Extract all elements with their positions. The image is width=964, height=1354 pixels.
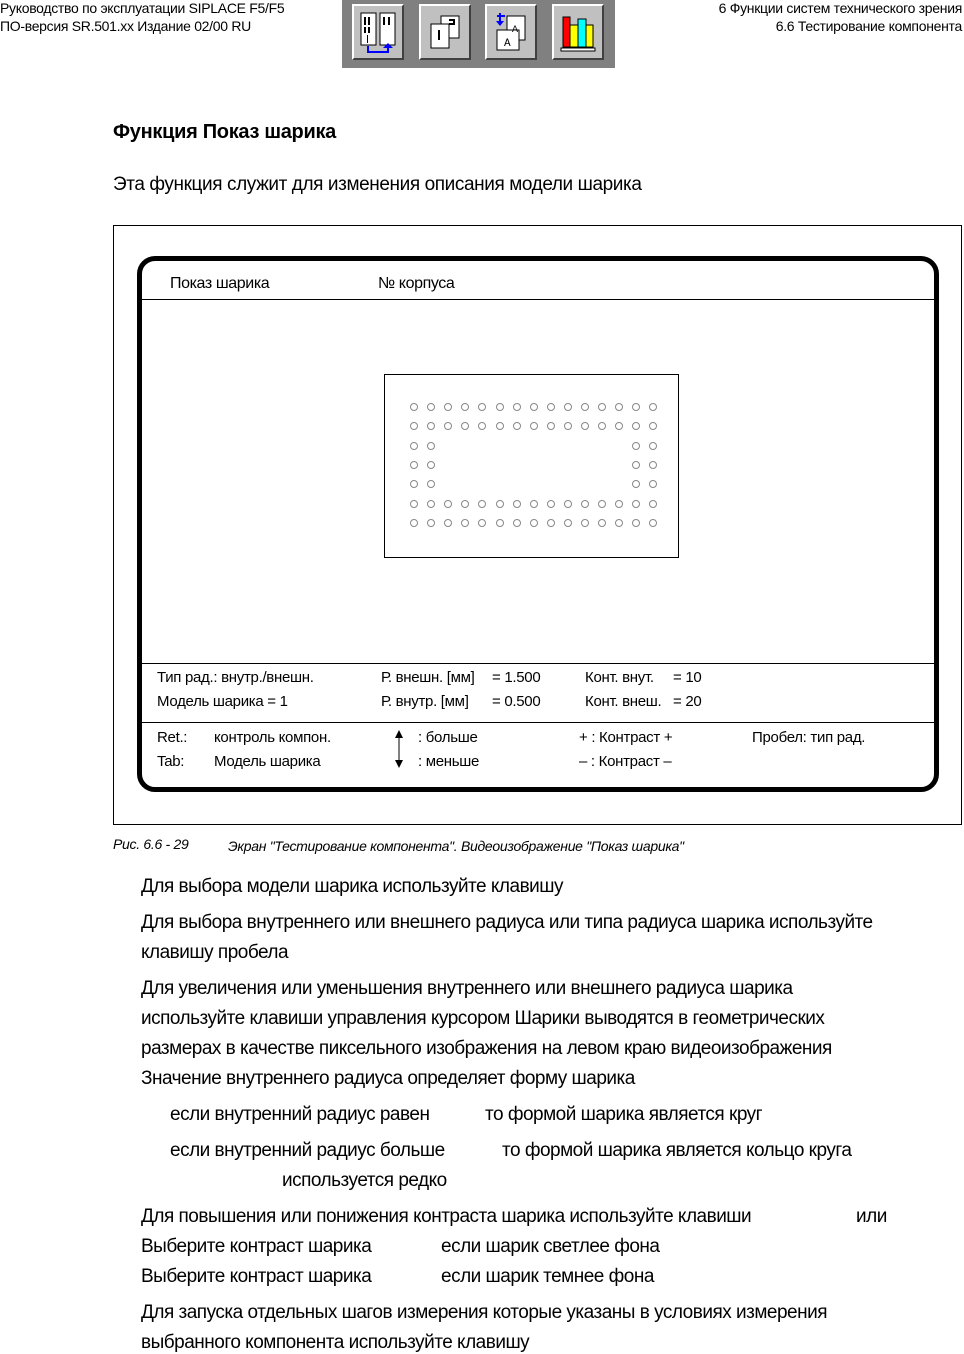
ret-key: Ret.: [157,729,188,746]
bullet-circle-condition: если внутренний радиус равен [170,1104,430,1125]
ball [598,519,606,527]
ball [632,519,640,527]
ball [632,403,640,411]
paragraph-radius-change-2: используйте клавиши управления курсором Шарики выводятся в геометрических [141,1008,825,1029]
paragraph-radius-select-2: клавишу пробела [141,942,289,963]
ball [581,519,589,527]
outer-contrast-label: Конт. внеш. [585,693,662,710]
library-button[interactable] [552,4,604,60]
screen-title: Показ шарика [170,275,270,292]
ball [410,480,418,488]
contrast-dark-select: Выберите контраст шарика [141,1266,372,1287]
ball [478,403,486,411]
pages-button[interactable] [419,4,471,60]
paragraph-radius-change-4: Значение внутреннего радиуса определяет форму шарика [141,1068,635,1089]
contents-button[interactable] [352,4,404,60]
ball [649,500,657,508]
ball [496,422,504,430]
ball [581,500,589,508]
ret-action[interactable]: контроль компон. [214,729,331,746]
inner-contrast-value: = 10 [673,669,702,686]
ball [410,500,418,508]
tab-action[interactable]: Модель шарика [214,753,321,770]
ball [547,422,555,430]
function-title: Функция Показ шарика [113,121,337,143]
bullet-circle-result: то формой шарика является круг [485,1104,763,1125]
ball [410,519,418,527]
ball [513,519,521,527]
paragraph-ball-model: Для выбора модели шарика используйте клавишу [141,876,564,897]
ball [513,422,521,430]
ball [615,422,623,430]
navigation-toolbar [342,0,615,68]
up-action[interactable]: : больше [418,729,478,746]
package-number-label: № корпуса [378,275,455,292]
library-books-icon [558,10,600,56]
ball [632,442,640,450]
pages-icon [425,10,467,56]
tab-key: Tab: [157,753,185,770]
ball [427,480,435,488]
down-action[interactable]: : меньше [418,753,480,770]
ball [632,422,640,430]
outer-radius-label: Р. внешн. [мм] [381,669,475,686]
ball [427,403,435,411]
ball [547,403,555,411]
paragraph-radius-select-1: Для выбора внутреннего или внешнего радиуса или типа радиуса шарика используйте [141,912,873,933]
ball [649,461,657,469]
ball [649,480,657,488]
ball [444,422,452,430]
inner-contrast-label: Конт. внут. [585,669,654,686]
ball [478,500,486,508]
ball-model: Модель шарика = 1 [157,693,288,710]
ball [461,403,469,411]
ball [461,500,469,508]
up-down-arrow-icon [394,729,404,769]
ball [496,403,504,411]
keys-divider [142,722,934,723]
ball [615,519,623,527]
figure-caption: Экран "Тестирование компонента". Видеоизображение "Показ шарика" [228,838,684,854]
chapter-title: 6 Функции систем технического зрения [718,0,962,16]
ball [598,500,606,508]
ball [564,403,572,411]
contrast-dark-condition: если шарик темнее фона [441,1266,654,1287]
contrast-minus-action[interactable]: – : Контраст – [579,753,672,770]
section-title: 6.6 Тестирование компонента [775,18,962,34]
ball [564,519,572,527]
ball [632,500,640,508]
outer-contrast-value: = 20 [673,693,702,710]
ball [496,500,504,508]
ball [410,442,418,450]
ball [649,442,657,450]
ball [410,403,418,411]
ball [478,422,486,430]
paragraph-contrast-or: или [856,1206,887,1227]
figure-number: Рис. 6.6 - 29 [113,836,189,852]
ball [530,519,538,527]
software-version: ПО-версия SR.501.xx Издание 02/00 RU [0,18,251,34]
ball [427,500,435,508]
ball [478,519,486,527]
ball [496,519,504,527]
ball [632,461,640,469]
header-divider [142,299,934,300]
ball [649,422,657,430]
ball [461,519,469,527]
paragraph-measurement-2: выбранного компонента используйте клавишу [141,1332,530,1353]
contents-navigation-icon [358,10,400,56]
bullet-ring-condition: если внутренний радиус больше [170,1140,445,1161]
ball [461,422,469,430]
ball [410,461,418,469]
ball [444,403,452,411]
paragraph-radius-change-1: Для увеличения или уменьшения внутреннего или внешнего радиуса шарика [141,978,793,999]
ball [530,500,538,508]
function-intro: Эта функция служит для изменения описания модели шарика [113,174,642,195]
ball [410,422,418,430]
document-back-icon [491,10,533,56]
contrast-light-condition: если шарик светлее фона [441,1236,660,1257]
svg-text:A: A [504,38,511,50]
ball [581,422,589,430]
ball [547,500,555,508]
inner-radius-value: = 0.500 [492,693,541,710]
ball [649,519,657,527]
bullet-ring-result: то формой шарика является кольцо круга [502,1140,852,1161]
ball [427,442,435,450]
radius-type: Тип рад.: внутр./внешн. [157,669,314,686]
ball [427,422,435,430]
ball [530,422,538,430]
ball [564,500,572,508]
ball [649,403,657,411]
paragraph-measurement-1: Для запуска отдельных шагов измерения которые указаны в условиях измерения [141,1302,828,1323]
outer-radius-value: = 1.500 [492,669,541,686]
ball [427,519,435,527]
ball [598,403,606,411]
ball [427,461,435,469]
ball [444,500,452,508]
ball-grid-preview [384,374,679,558]
info-divider [142,663,934,664]
ball [513,500,521,508]
manual-title: Руководство по эксплуатации SIPLACE F5/F5 [0,0,285,16]
paragraph-radius-change-3: размерах в качестве пиксельного изображения на левом краю видеоизображения [141,1038,832,1059]
svg-text:A: A [512,25,519,36]
contrast-light-select: Выберите контраст шарика [141,1236,372,1257]
ball [615,403,623,411]
ball [564,422,572,430]
ball [632,480,640,488]
ball [530,403,538,411]
space-action[interactable]: Пробел: тип рад. [752,729,866,746]
paragraph-contrast-keys: Для повышения или понижения контраста шарика используйте клавиши [141,1206,752,1227]
ball [581,403,589,411]
contrast-plus-action[interactable]: + : Контраст + [579,729,673,746]
back-button[interactable] [485,4,537,60]
ball [547,519,555,527]
ball [598,422,606,430]
ball [513,403,521,411]
ball [444,519,452,527]
ball [615,500,623,508]
bullet-ring-note: используется редко [282,1170,447,1191]
inner-radius-label: Р. внутр. [мм] [381,693,469,710]
